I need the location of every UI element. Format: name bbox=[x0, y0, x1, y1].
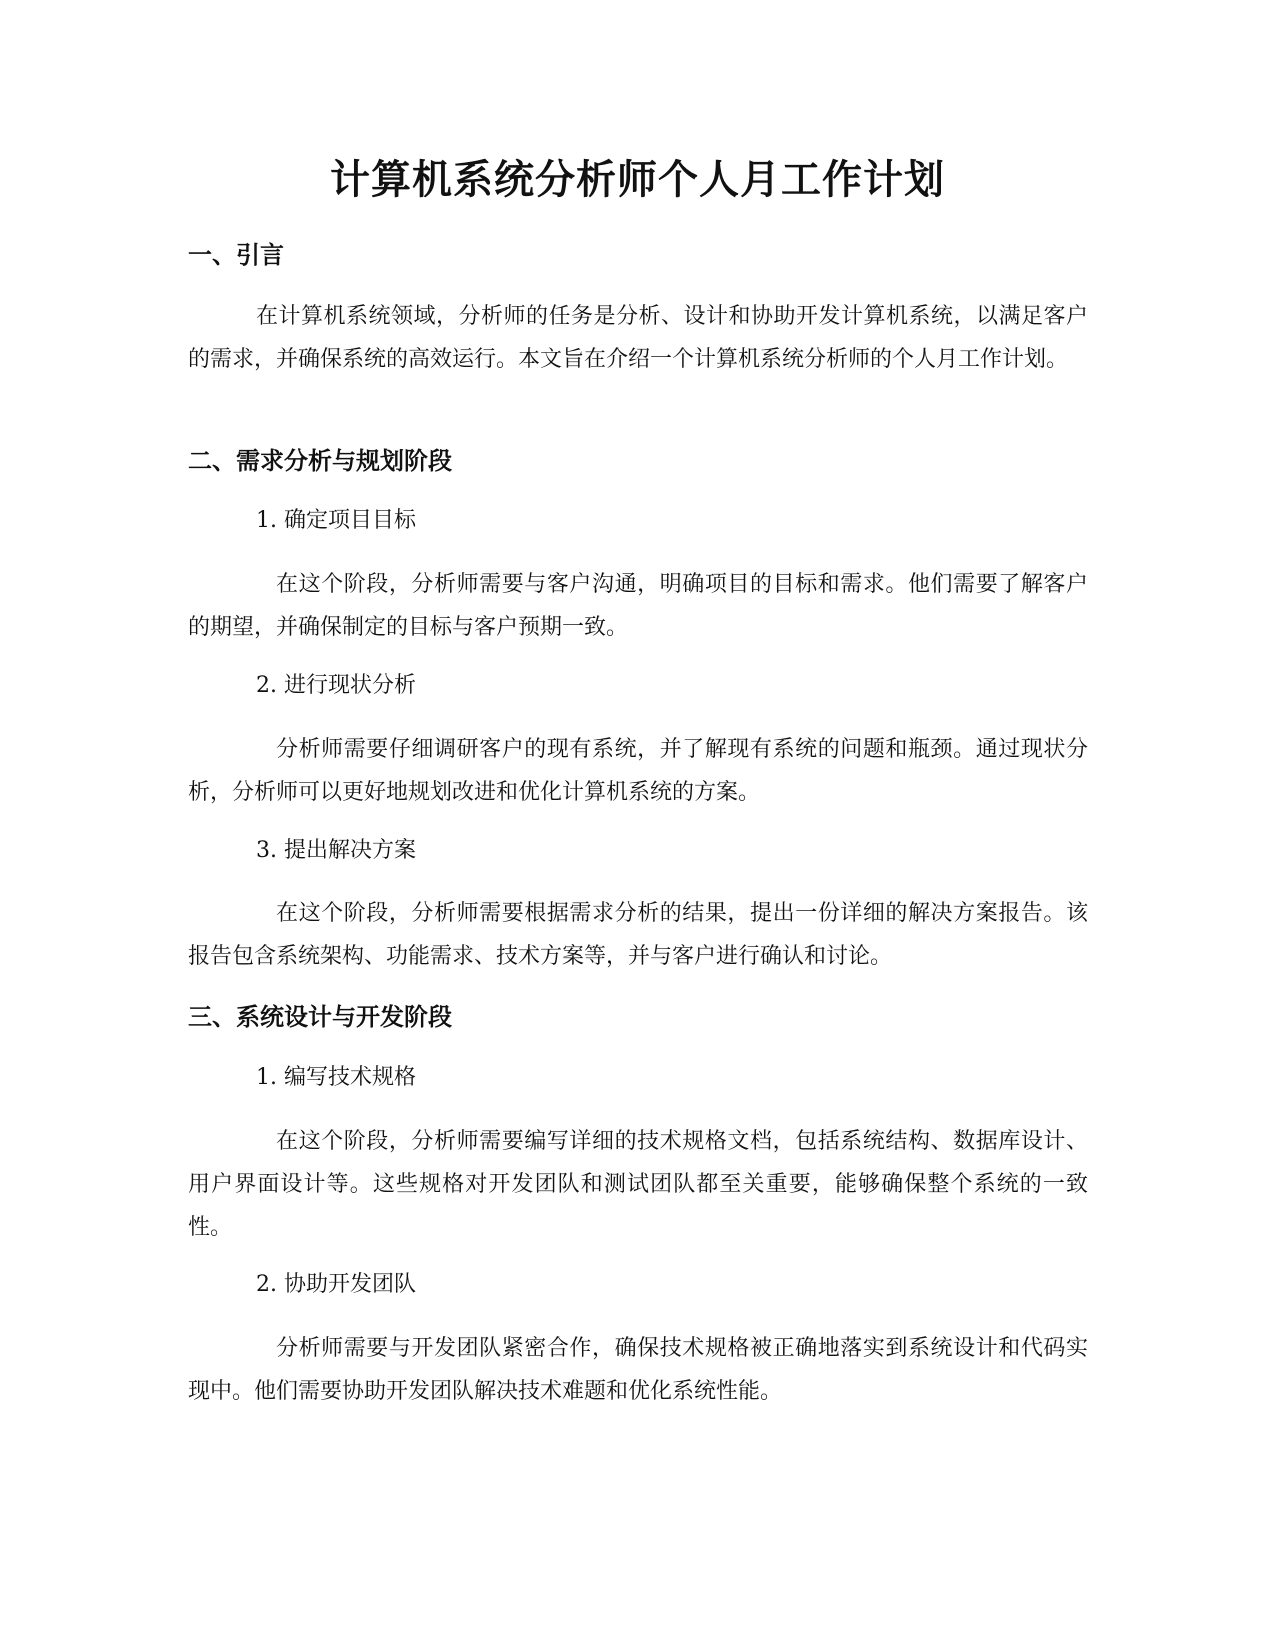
item-label-assist-dev: 2. 协助开发团队 bbox=[256, 1272, 416, 1297]
item-paragraph-define-goals: 在这个阶段，分析师需要与客户沟通，明确项目的目标和需求。他们需要了解客户的期望，并确保制定的目标与客户预期一致。 bbox=[188, 572, 1088, 640]
item-paragraph-tech-spec: 在这个阶段，分析师需要编写详细的技术规格文档，包括系统结构、数据库设计、用户界面设计等。这些规格对开发团队和测试团队都至关重要，能够确保整个系统的一致性。 bbox=[188, 1129, 1088, 1240]
document-title: 计算机系统分析师个人月工作计划 bbox=[330, 157, 945, 203]
section-heading-design: 三、系统设计与开发阶段 bbox=[188, 1003, 452, 1031]
item-label-tech-spec: 1. 编写技术规格 bbox=[256, 1065, 416, 1090]
item-paragraph-assist-dev: 分析师需要与开发团队紧密合作，确保技术规格被正确地落实到系统设计和代码实现中。他们需要协助开发团队解决技术难题和优化系统性能。 bbox=[188, 1336, 1088, 1404]
item-label-status-analysis: 2. 进行现状分析 bbox=[256, 673, 416, 698]
item-paragraph-propose-solution: 在这个阶段，分析师需要根据需求分析的结果，提出一份详细的解决方案报告。该报告包含系统架构、功能需求、技术方案等，并与客户进行确认和讨论。 bbox=[188, 901, 1088, 969]
section-heading-intro: 一、引言 bbox=[188, 241, 284, 269]
intro-paragraph: 在计算机系统领域，分析师的任务是分析、设计和协助开发计算机系统，以满足客户的需求，并确保系统的高效运行。本文旨在介绍一个计算机系统分析师的个人月工作计划。 bbox=[188, 304, 1088, 372]
item-label-propose-solution: 3. 提出解决方案 bbox=[256, 838, 416, 863]
item-paragraph-status-analysis: 分析师需要仔细调研客户的现有系统，并了解现有系统的问题和瓶颈。通过现状分析，分析师可以更好地规划改进和优化计算机系统的方案。 bbox=[188, 737, 1088, 805]
section-heading-requirements: 二、需求分析与规划阶段 bbox=[188, 447, 452, 475]
item-label-define-goals: 1. 确定项目目标 bbox=[256, 508, 416, 533]
